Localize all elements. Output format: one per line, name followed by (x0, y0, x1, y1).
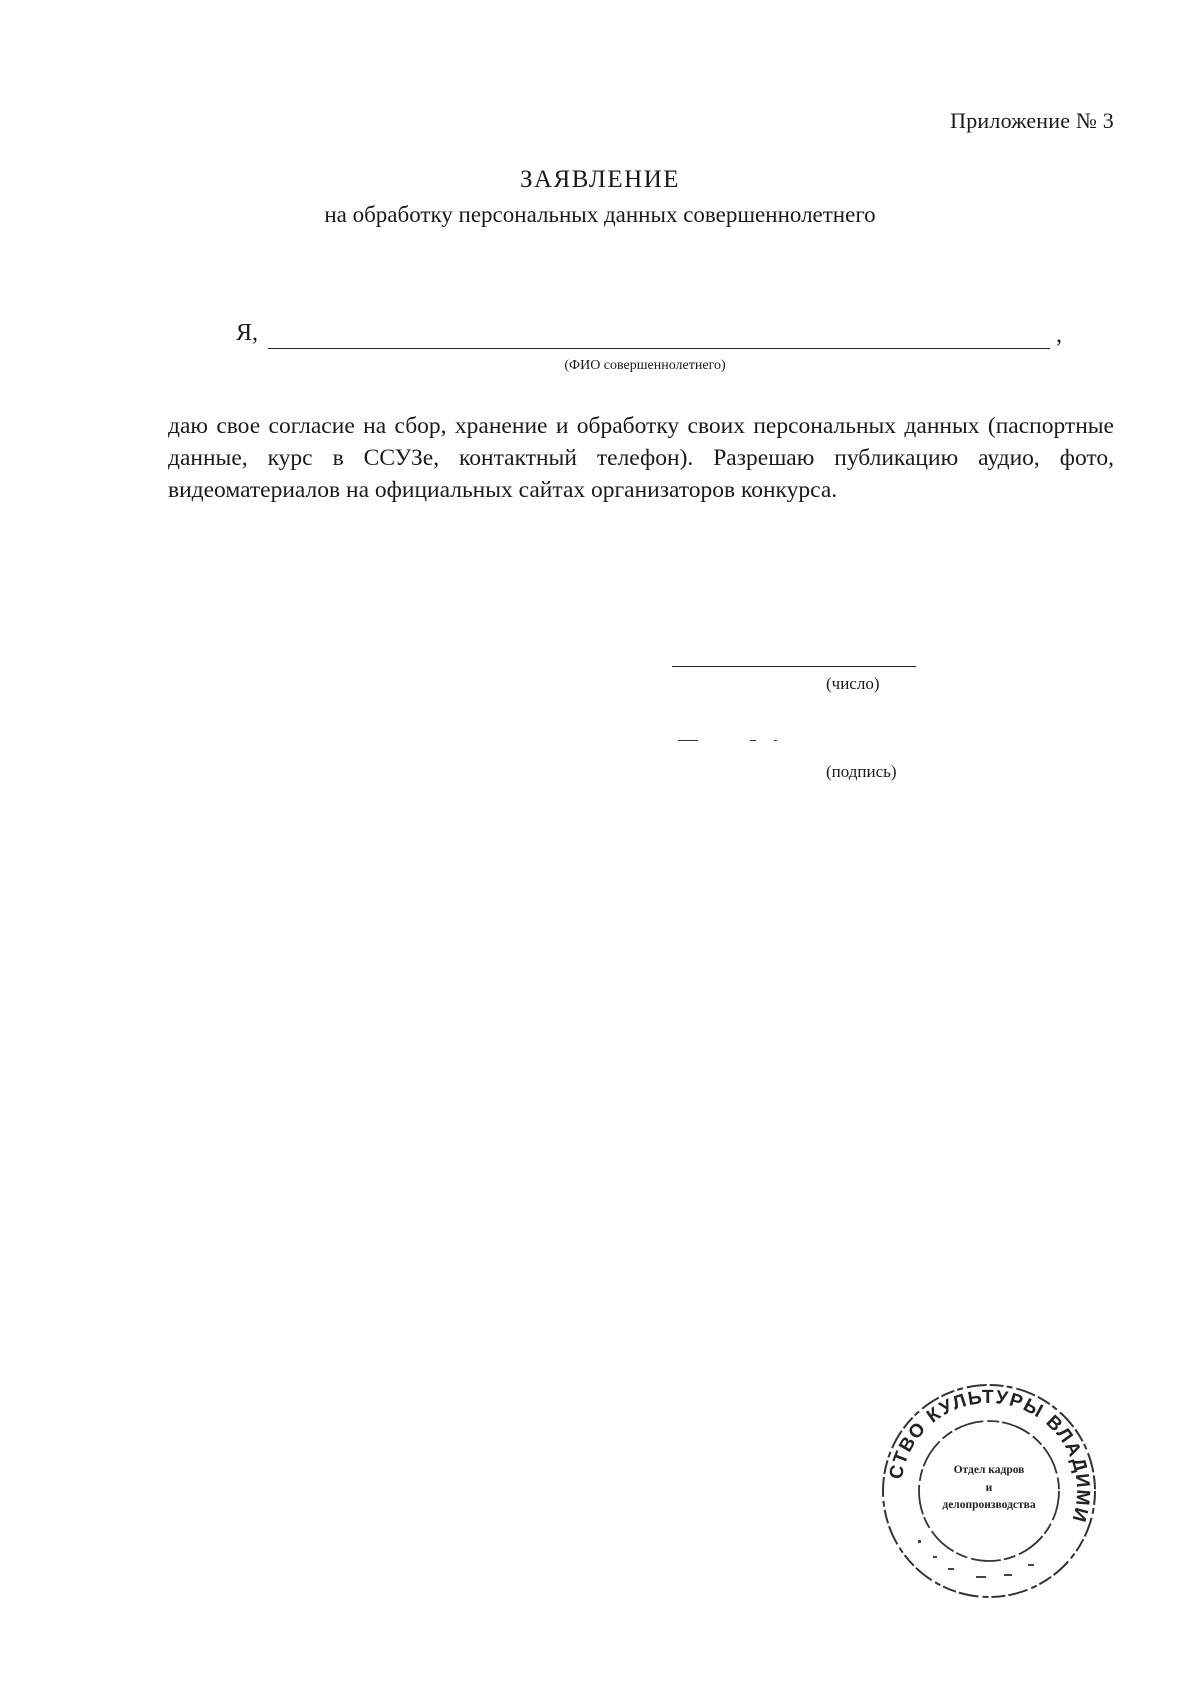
signature-blank-line (678, 740, 788, 744)
document-title: ЗАЯВЛЕНИЕ (519, 166, 681, 193)
stamp-line-3: делопроизводства (942, 1499, 1036, 1511)
signature-caption: (подпись) (826, 762, 897, 781)
fio-prefix: Я, (236, 320, 259, 346)
fio-caption: (ФИО совершеннолетнего) (564, 358, 726, 373)
fio-blank-line (268, 348, 1050, 349)
fio-field-line (236, 320, 1076, 354)
annex-number: Приложение № 3 (950, 108, 1114, 133)
stamp-line-2: и (985, 1482, 993, 1494)
date-blank-line (672, 666, 916, 667)
consent-paragraph: даю свое согласие на сбор, хранение и обработку своих персональных данных (паспортные данные, курс в ССУЗе, контактный телефон). Разрешаю публикацию аудио, фото, видеоматериалов на официальных сайтах организаторов конкурса. (168, 413, 1114, 503)
document-subtitle: на обработку персональных данных совершеннолетнего (324, 202, 876, 227)
date-caption: (число) (826, 674, 880, 693)
department-stamp (878, 1380, 1100, 1602)
stamp-ring-text: СТВО КУЛЬТУРЫ ВЛАДИМИ (885, 1386, 1094, 1526)
fio-suffix: , (1056, 322, 1062, 348)
stamp-line-1: Отдел кадров (953, 1464, 1025, 1476)
